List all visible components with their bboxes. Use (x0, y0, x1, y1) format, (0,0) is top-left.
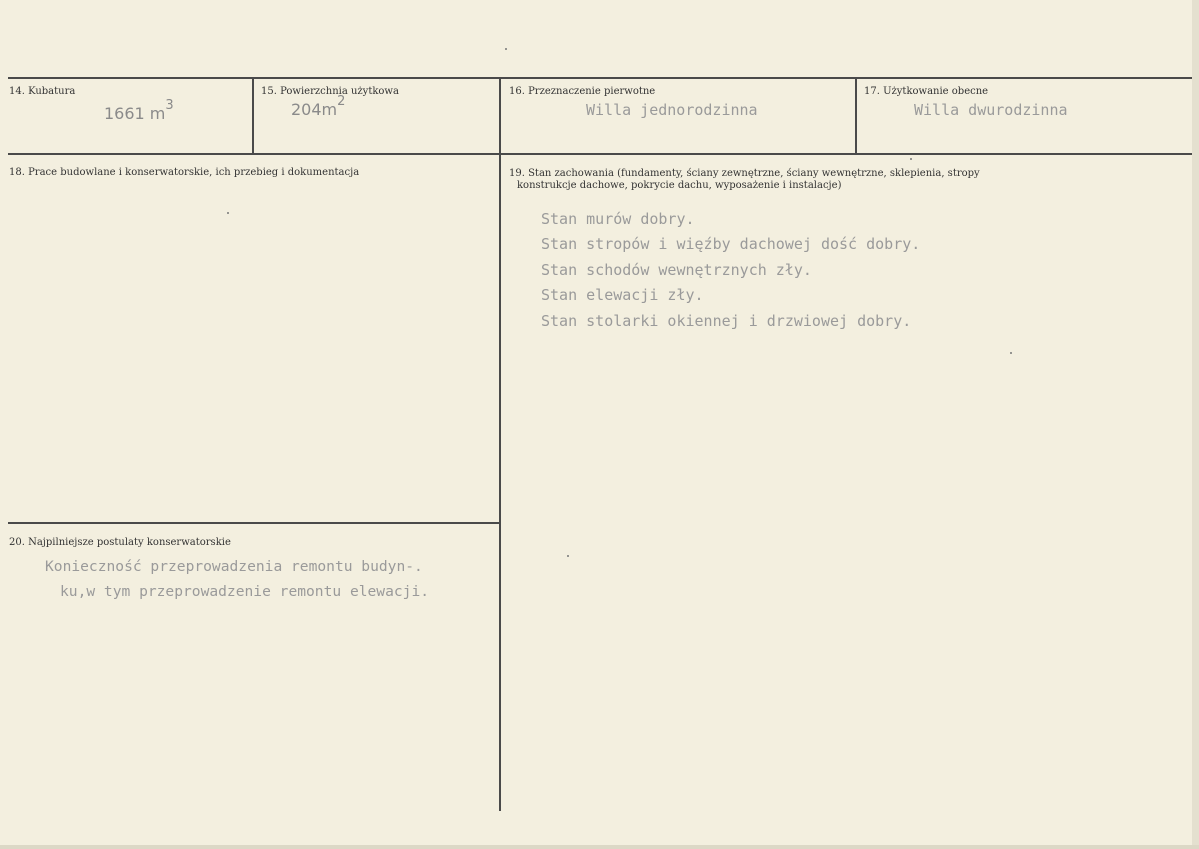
field-17-label: 17. Użytkowanie obecne (864, 86, 989, 97)
speck (910, 158, 912, 160)
field-20-label: 20. Najpilniejsze postulaty konserwatorskie (9, 537, 231, 548)
speck (1010, 352, 1012, 354)
speck (567, 555, 569, 557)
field-16-value: Willa jednorodzinna (586, 101, 758, 119)
field-15-number: 204m (291, 100, 338, 119)
field-14-label: 14. Kubatura (9, 86, 76, 97)
field-15-superscript: 2 (337, 94, 346, 109)
field-15-label: 15. Powierzchnia użytkowa (261, 86, 399, 97)
top-rule (8, 77, 1198, 79)
field-19-label-line2: konstrukcje dachowe, pokrycie dachu, wyposażenie i instalacje) (517, 180, 842, 191)
field-16-label: 16. Przeznaczenie pierwotne (509, 86, 656, 97)
field-18-label: 18. Prace budowlane i konserwatorskie, ich przebieg i dokumentacja (9, 167, 360, 178)
divider-14-15 (252, 78, 254, 153)
divider-16-17 (855, 78, 857, 153)
speck (505, 48, 507, 50)
field-15-value (291, 94, 346, 119)
speck (227, 212, 229, 214)
field-20-line: Konieczność przeprowadzenia remontu budyn-. (45, 558, 423, 575)
field-19-line: Stan stropów i więźby dachowej dość dobry. (541, 235, 921, 253)
field-20-line: ku,w tym przeprowadzenie remontu elewacji. (60, 583, 430, 600)
divider-15-16 (499, 78, 501, 811)
paper-edge-right (1192, 0, 1199, 849)
field-19-label-line1: 19. Stan zachowania (fundamenty, ściany zewnętrzne, ściany wewnętrzne, sklepienia, stropy (509, 168, 980, 179)
field-19-line: Stan murów dobry. (541, 210, 695, 228)
field-19-line: Stan stolarki okiennej i drzwiowej dobry. (541, 312, 912, 330)
field-14-value (104, 98, 174, 123)
field-14-superscript: 3 (165, 98, 174, 113)
field-19-line: Stan schodów wewnętrznych zły. (541, 261, 812, 279)
field-17-value: Willa dwurodzinna (914, 101, 1068, 119)
field-19-line: Stan elewacji zły. (541, 286, 704, 304)
paper-edge-bottom (0, 845, 1199, 849)
field-14-number: 1661 m (104, 104, 166, 123)
middle-rule (8, 153, 1198, 155)
section-20-rule (8, 522, 500, 524)
